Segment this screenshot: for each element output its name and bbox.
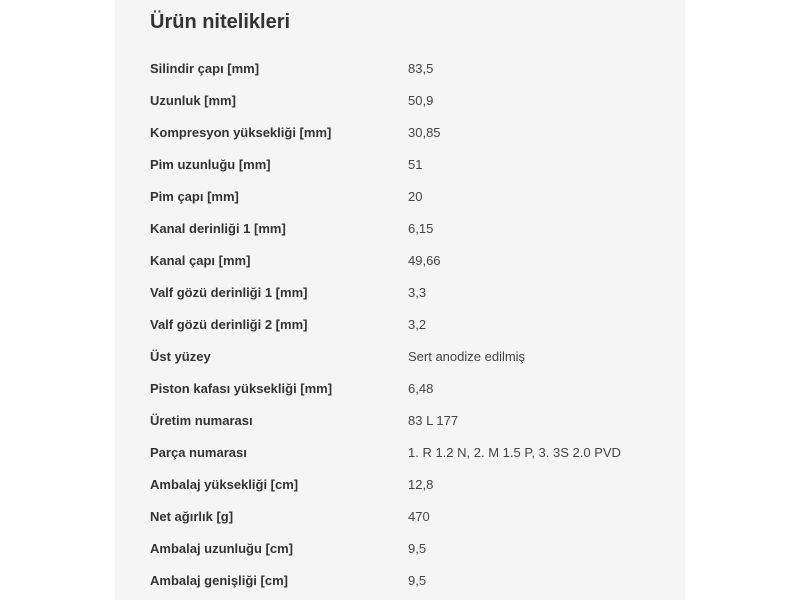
spec-label: Piston kafası yüksekliği [mm]	[150, 380, 333, 396]
spec-row-package-width	[150, 564, 670, 596]
spec-label: Üst yüzey	[150, 348, 211, 364]
spec-label: Ambalaj yüksekliği [cm]	[150, 476, 299, 492]
spec-label: Kompresyon yüksekliği [mm]	[150, 124, 332, 140]
spec-value: 49,66	[408, 252, 441, 268]
spec-value: 3,3	[408, 284, 427, 300]
spec-row-groove-diameter	[150, 244, 670, 276]
spec-value: 9,5	[408, 572, 427, 588]
spec-label: Ambalaj genişliği [cm]	[150, 572, 288, 588]
product-attributes-panel	[115, 0, 685, 600]
spec-value: Sert anodize edilmiş	[408, 348, 526, 364]
spec-value: 83,5	[408, 60, 434, 76]
spec-label: Valf gözü derinliği 2 [mm]	[150, 316, 308, 332]
section-title: Ürün nitelikleri	[150, 11, 291, 33]
spec-value: 83 L 177	[408, 412, 459, 428]
spec-row-cylinder-diameter	[150, 52, 670, 84]
spec-label: Pim uzunluğu [mm]	[150, 156, 271, 172]
spec-label: Pim çapı [mm]	[150, 188, 239, 204]
spec-row-production-number	[150, 404, 670, 436]
spec-row-package-height	[150, 468, 670, 500]
spec-value: 6,48	[408, 380, 434, 396]
spec-value: 20	[408, 188, 423, 204]
spec-value: 9,5	[408, 540, 427, 556]
spec-row-valve-pocket-depth-2	[150, 308, 670, 340]
spec-row-valve-pocket-depth-1	[150, 276, 670, 308]
spec-row-pin-length	[150, 148, 670, 180]
spec-label: Ambalaj uzunluğu [cm]	[150, 540, 293, 556]
spec-value: 470	[408, 508, 430, 524]
spec-row-piston-head-height	[150, 372, 670, 404]
spec-row-top-surface	[150, 340, 670, 372]
spec-row-net-weight	[150, 500, 670, 532]
spec-value: 12,8	[408, 476, 434, 492]
spec-value: 1. R 1.2 N, 2. M 1.5 P, 3. 3S 2.0 PVD	[408, 444, 621, 460]
spec-value: 30,85	[408, 124, 441, 140]
spec-row-compression-height	[150, 116, 670, 148]
spec-label: Parça numarası	[150, 444, 247, 460]
spec-label: Valf gözü derinliği 1 [mm]	[150, 284, 308, 300]
spec-label: Kanal çapı [mm]	[150, 252, 251, 268]
spec-row-length	[150, 84, 670, 116]
spec-row-pin-diameter	[150, 180, 670, 212]
spec-label: Üretim numarası	[150, 412, 253, 428]
spec-label: Kanal derinliği 1 [mm]	[150, 220, 286, 236]
spec-value: 3,2	[408, 316, 427, 332]
spec-row-groove-depth-1	[150, 212, 670, 244]
spec-label: Silindir çapı [mm]	[150, 60, 260, 76]
spec-value: 51	[408, 156, 423, 172]
spec-label: Uzunluk [mm]	[150, 92, 236, 108]
spec-value: 6,15	[408, 220, 434, 236]
spec-value: 50,9	[408, 92, 434, 108]
specs-table	[150, 52, 670, 596]
spec-row-part-number	[150, 436, 670, 468]
spec-label: Net ağırlık [g]	[150, 508, 234, 524]
spec-row-package-length	[150, 532, 670, 564]
